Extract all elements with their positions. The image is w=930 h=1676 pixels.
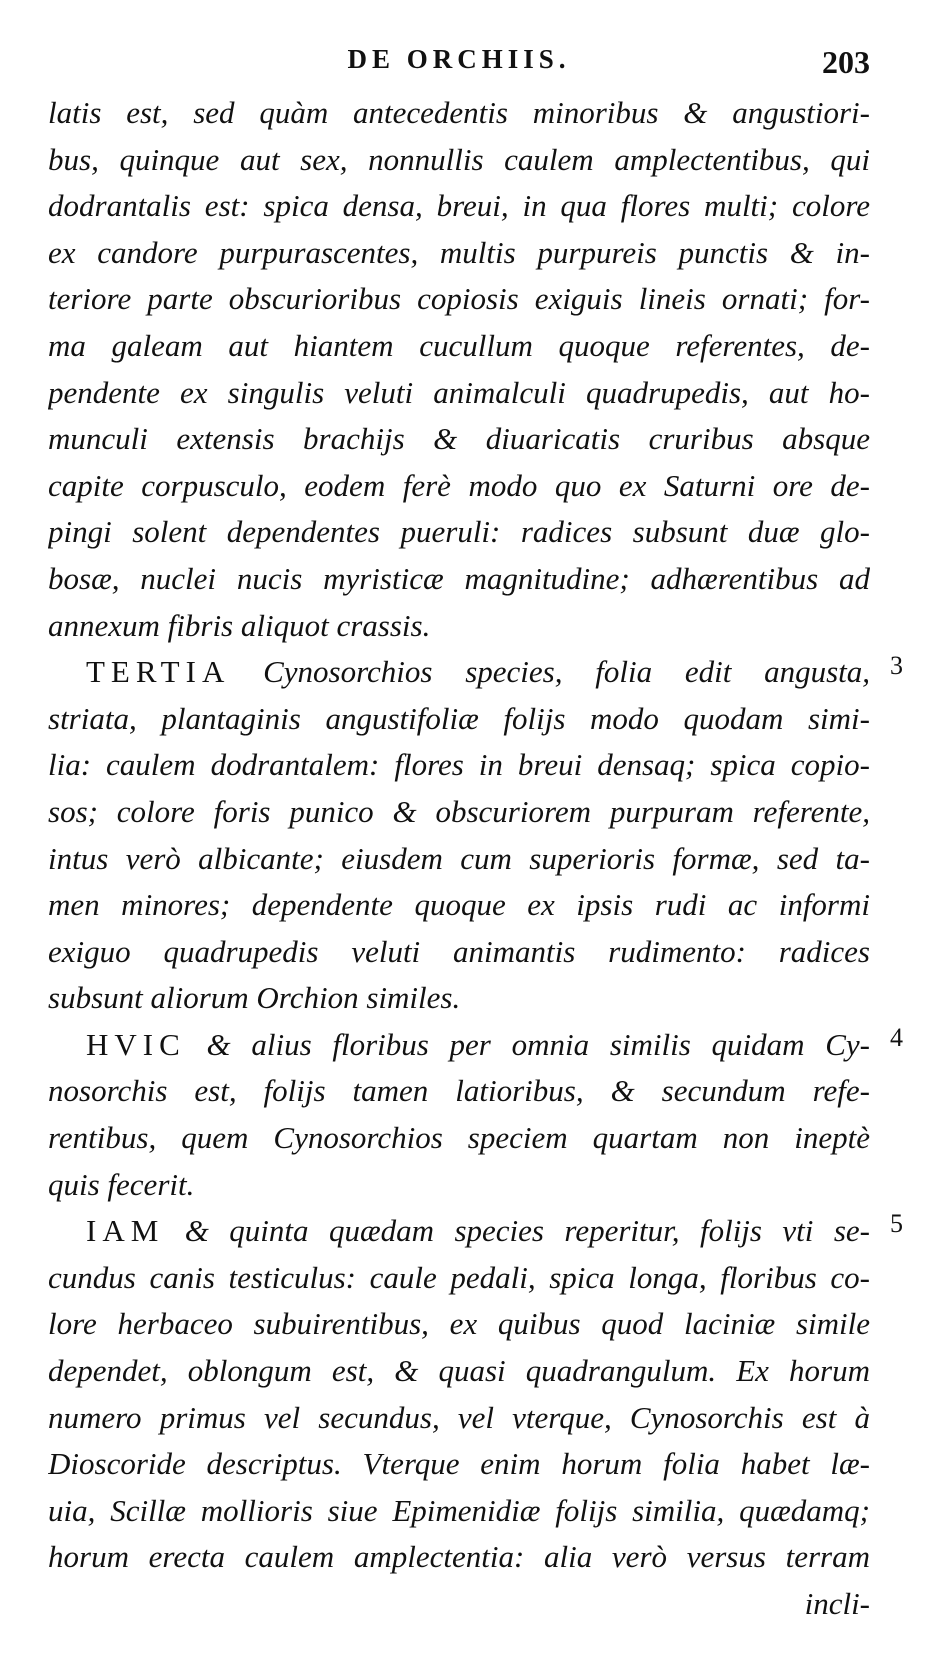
text-line: pendente ex singulis veluti animalculi quadrupedis, aut ho- <box>48 374 870 410</box>
running-title: DE ORCHIIS. <box>347 44 571 74</box>
text-line: lia: caulem dodrantalem: flores in breui densaq; spica copio- <box>48 747 870 783</box>
text-line: capite corpusculo, eodem ferè modo quo ex Saturni ore de- <box>48 467 870 503</box>
text-line: sos; colore foris punico & obscuriorem purpuram referente, <box>48 793 870 829</box>
text-line: numero primus vel secundus, vel vterque, Cynosorchis est à <box>48 1399 870 1435</box>
text-line: rentibus, quem Cynosorchios speciem quartam non ineptè <box>48 1120 870 1156</box>
small-caps-lead: HVIC <box>86 1026 186 1062</box>
text-line: pingi solent dependentes pueruli: radices subsunt duæ glo- <box>48 514 870 550</box>
text-line: exiguo quadrupedis veluti animantis rudimento: radices <box>48 933 870 969</box>
paragraph-first-line <box>48 1208 870 1255</box>
text-line: uia, Scillæ mollioris siue Epimenidiæ folijs similia, quædamq; <box>48 1492 870 1528</box>
text-span: & quinta quædam species reperitur, folijs vti se- <box>164 1213 870 1249</box>
text-line: munculi extensis brachijs & diuaricatis cruribus absque <box>48 421 870 457</box>
text-line: men minores; dependente quoque ex ipsis rudi ac informi <box>48 887 870 923</box>
text-line: teriore parte obscurioribus copiosis exiguis lineis ornati; for- <box>48 281 870 317</box>
text-line: lore herbaceo subuirentibus, ex quibus quod laciniæ simile <box>48 1306 870 1342</box>
margin-number: 5 <box>890 1209 903 1238</box>
text-line: striata, plantaginis angustifoliæ folijs modo quodam simi- <box>48 700 870 736</box>
page-header <box>48 44 870 84</box>
catchword: incli- <box>804 1586 870 1621</box>
text-line: ex candore purpurascentes, multis purpureis punctis & in- <box>48 234 870 270</box>
text-line: dependet, oblongum est, & quasi quadrangulum. Ex horum <box>48 1353 870 1389</box>
text-line: horum erecta caulem amplectentia: alia verò versus terram <box>48 1539 870 1575</box>
text-line: bosæ, nuclei nucis myristicæ magnitudine; adhærentibus ad <box>48 560 870 596</box>
margin-number: 3 <box>890 651 903 680</box>
small-caps-lead: IAM <box>86 1213 165 1249</box>
text-line: annexum fibris aliquot crassis. <box>48 607 431 643</box>
text-line: Dioscoride descriptus. Vterque enim horum folia habet læ- <box>48 1446 870 1482</box>
body-text <box>48 90 870 1628</box>
text-line: subsunt aliorum Orchion similes. <box>48 980 461 1016</box>
text-line: quis fecerit. <box>48 1166 195 1202</box>
text-span: Cynosorchios species, folia edit angusta, <box>230 654 870 690</box>
small-caps-lead: TERTIA <box>86 654 231 690</box>
text-line: nosorchis est, folijs tamen latioribus, & secundum refe- <box>48 1073 870 1109</box>
page-number: 203 <box>822 44 870 80</box>
text-line: cundus canis testiculus: caule pedali, spica longa, floribus co- <box>48 1259 870 1295</box>
text-line: latis est, sed quàm antecedentis minoribus & angustiori- <box>48 95 870 130</box>
text-span: & alius floribus per omnia similis quidam Cy- <box>185 1026 870 1062</box>
margin-number: 4 <box>890 1023 903 1052</box>
paragraph-first-line <box>48 1022 870 1069</box>
paragraph-first-line <box>48 649 870 696</box>
text-line: bus, quinque aut sex, nonnullis caulem amplectentibus, qui <box>48 141 870 177</box>
text-line: dodrantalis est: spica densa, breui, in qua flores multi; colore <box>48 188 870 224</box>
text-line: intus verò albicante; eiusdem cum superioris formæ, sed ta- <box>48 840 870 876</box>
text-line: ma galeam aut hiantem cucullum quoque referentes, de- <box>48 327 870 363</box>
